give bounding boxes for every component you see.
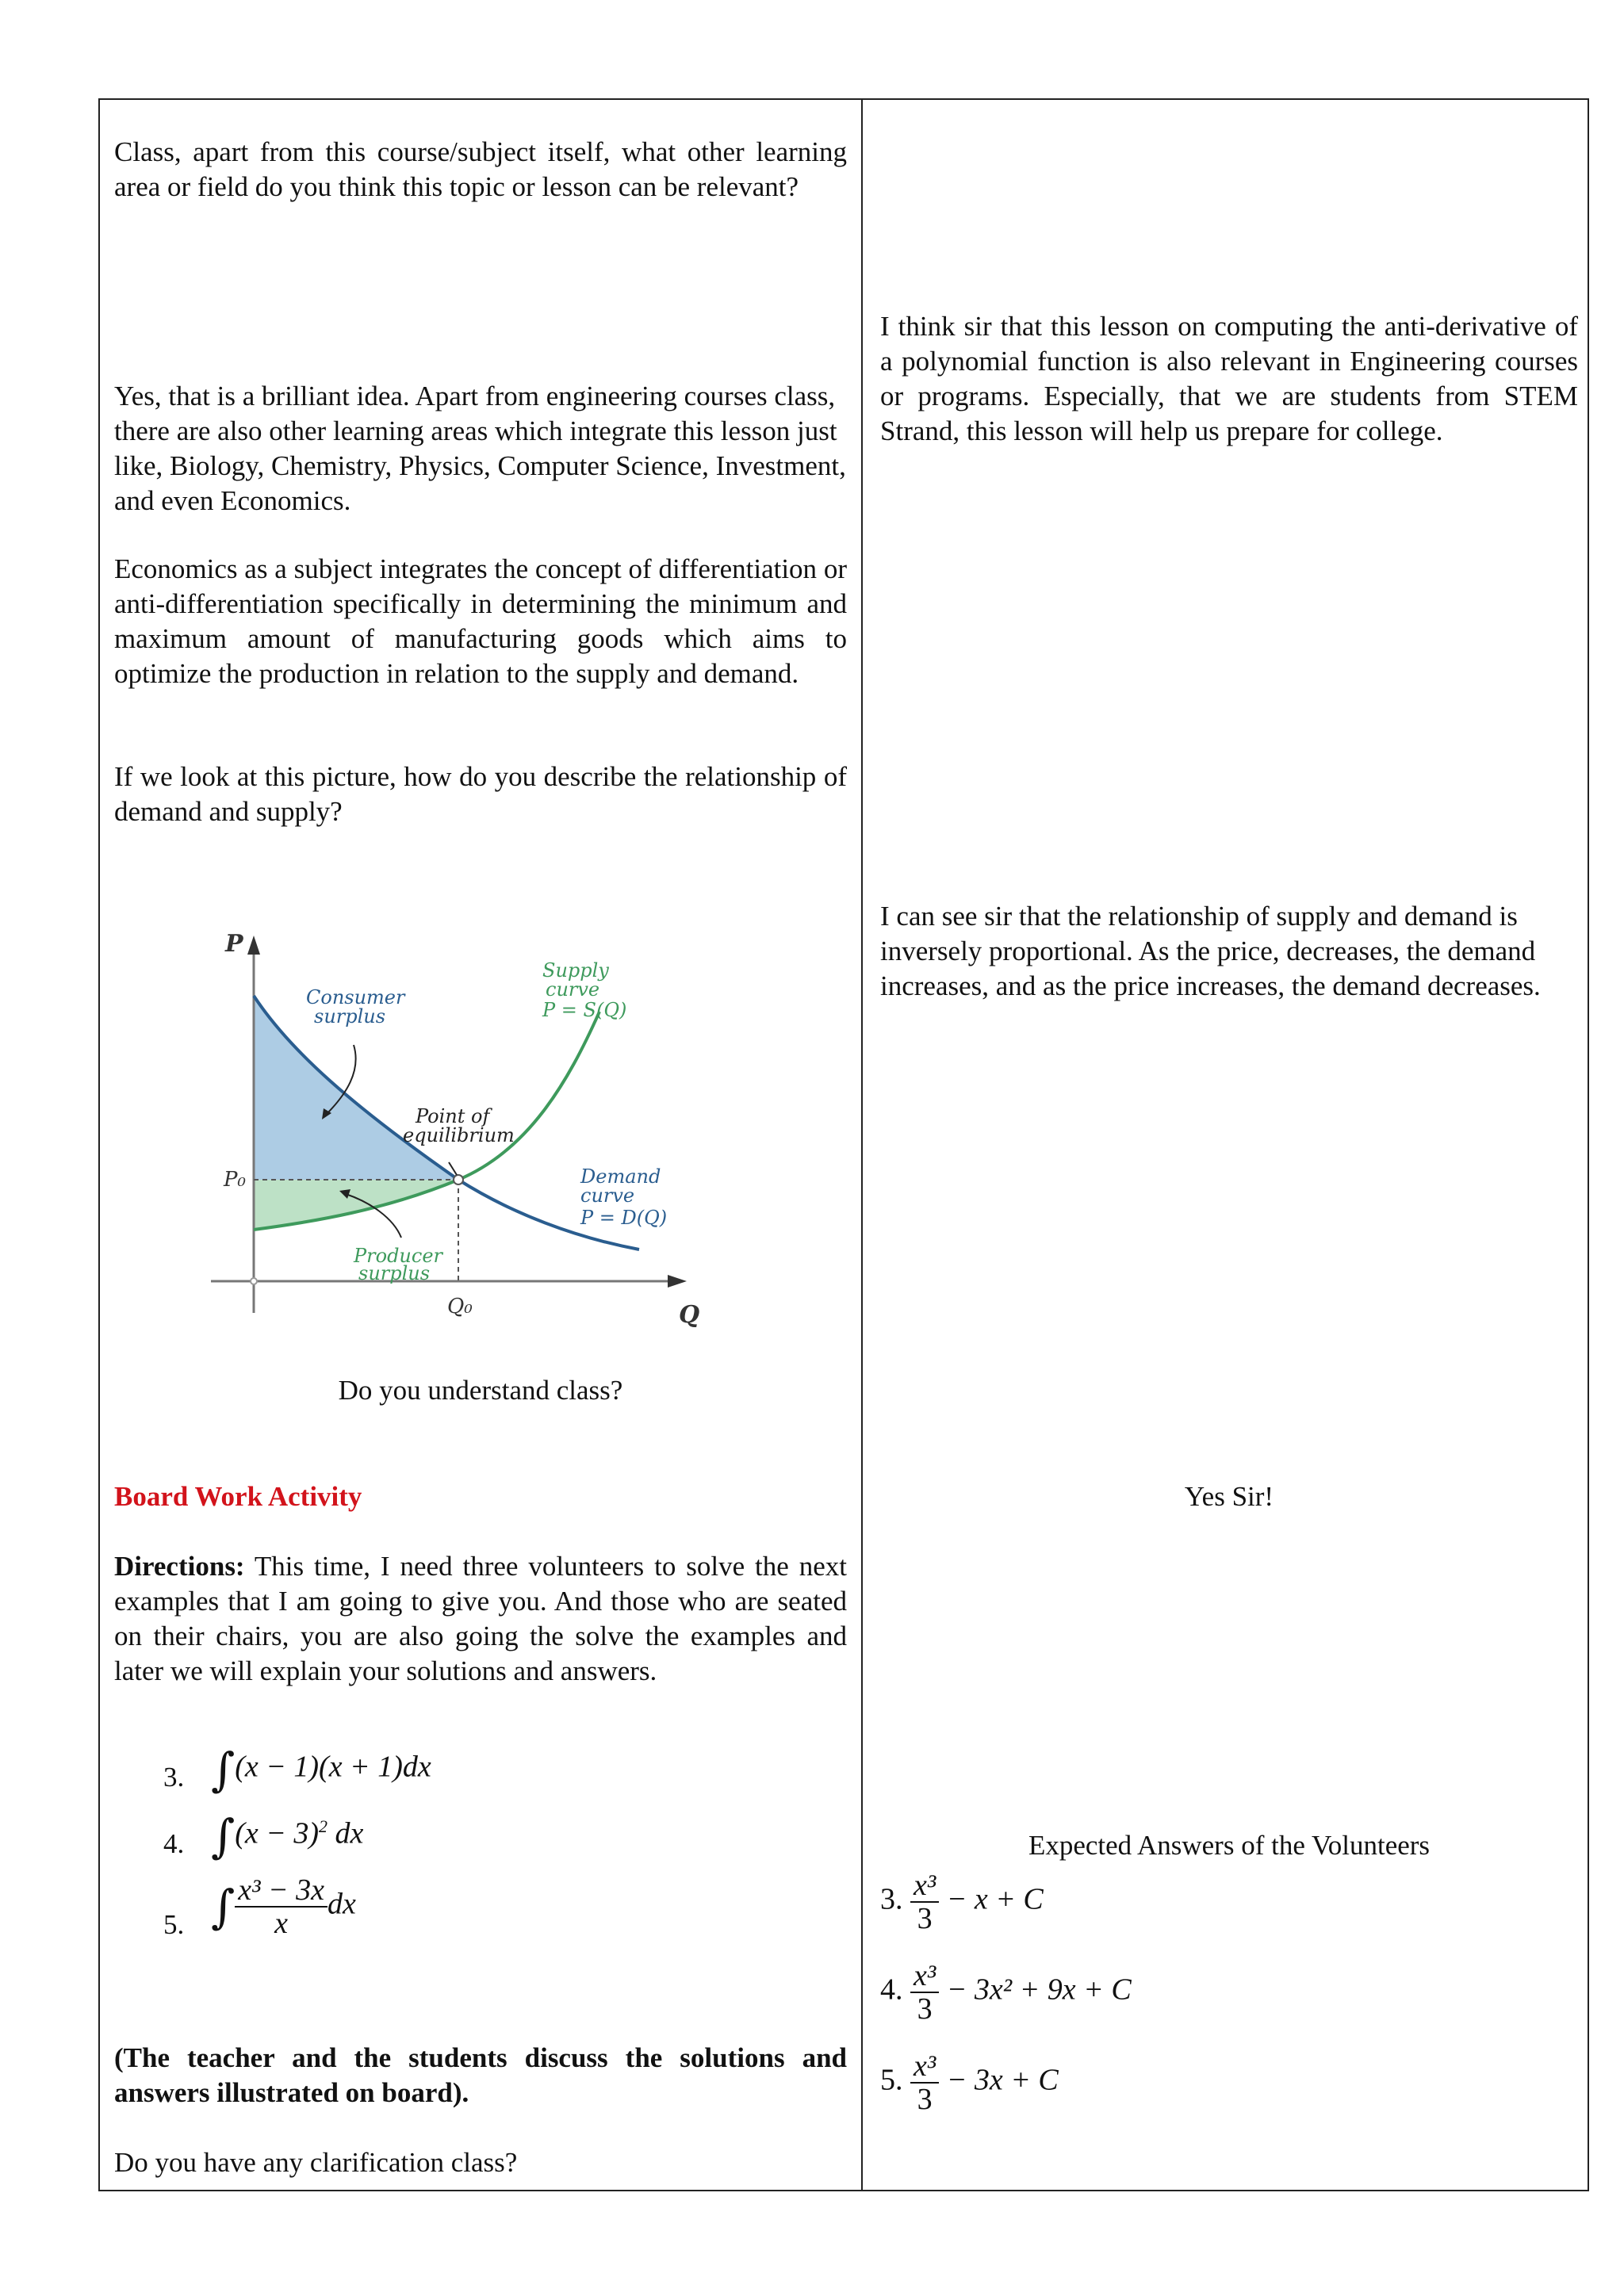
y-axis-arrow	[247, 936, 260, 955]
problem-4-power: 2	[319, 1816, 328, 1837]
demand-label-line1: Demand	[580, 1165, 661, 1188]
discussion-note: (The teacher and the students discuss the solutions and answers illustrated on board).	[114, 2042, 847, 2108]
answer-3-denominator: 3	[917, 1902, 933, 1935]
answer-4-fraction	[910, 1960, 939, 2025]
answer-4-denominator: 3	[917, 1992, 933, 2026]
lesson-table	[98, 98, 1589, 2191]
producer-label-line1: Producer	[354, 1245, 443, 1267]
answer-4-numerator: x³	[910, 1960, 939, 1993]
answer-5-denominator: 3	[917, 2083, 933, 2116]
equilibrium-label-line1: Point of	[416, 1105, 490, 1127]
question-clarification: Do you have any clarification class?	[114, 2147, 518, 2178]
expected-answers-title: Expected Answers of the Volunteers	[1028, 1830, 1431, 1861]
problem-4-base: (x − 3)	[235, 1816, 320, 1850]
integral-sign: ∫	[211, 1743, 236, 1797]
problem-5-fraction	[235, 1874, 327, 1939]
question-relevance: Class, apart from this course/subject itself, what other learning area or field do you think this topic or lesson can be relevant?	[114, 136, 847, 202]
demand-label-line2: curve	[580, 1184, 635, 1207]
problem-3-expression	[211, 1743, 431, 1797]
equilibrium-point	[454, 1175, 463, 1184]
producer-label-line2: surplus	[358, 1262, 431, 1284]
answer-relevance: I think sir that this lesson on computing the anti-derivative of a polynomial function is also relevant in Engineering courses or programs. Especially, that we are students from STEM Strand, this lesson will help us prepare for college.	[880, 311, 1578, 446]
q0-label: Q₀	[447, 1295, 473, 1318]
answer-3-fraction	[910, 1869, 939, 1934]
column-divider	[861, 100, 863, 2190]
directions-paragraph	[114, 1549, 847, 1689]
problem-4-tail: dx	[327, 1816, 364, 1850]
answer-5-fraction	[910, 2050, 939, 2115]
supply-label-line1: Supply	[542, 959, 609, 982]
answer-3-number: 3.	[880, 1882, 903, 1916]
problem-5-numerator: x³ − 3x	[235, 1874, 327, 1908]
paragraph-brilliant-idea: Yes, that is a brilliant idea. Apart from engineering courses class, there are also other learning areas which integrate this lesson just like, Biology, Chemistry, Physics, Computer Science, Investment, and even Economics.	[114, 381, 846, 516]
answer-4-number: 4.	[880, 1973, 903, 2007]
directions-text: This time, I need three volunteers to solve the next examples that I am going to give you. And those who are seated on their chairs, you are also going the solve the examples and later we will explain your solutions and answers.	[114, 1551, 847, 1686]
answer-relationship: I can see sir that the relationship of supply and demand is inversely proportional. As the price, decreases, the demand increases, and as the price increases, the demand decreases.	[880, 901, 1541, 1001]
directions-label: Directions:	[114, 1551, 245, 1582]
question-picture: If we look at this picture, how do you describe the relationship of demand and supply?	[114, 761, 847, 827]
integral-sign: ∫	[211, 1880, 236, 1934]
consumer-label-line1: Consumer	[306, 986, 405, 1008]
supply-label-line3: P = S(Q)	[542, 999, 627, 1021]
problem-5-number: 5.	[163, 1909, 185, 1940]
equilibrium-label-line2: equilibrium	[403, 1124, 515, 1146]
demand-label-line3: P = D(Q)	[580, 1207, 668, 1229]
p0-label: P₀	[224, 1168, 246, 1192]
supply-label-line2: curve	[546, 978, 600, 1001]
answer-4-rest: − 3x² + 9x + C	[946, 1973, 1132, 2007]
problem-3-number: 3.	[163, 1762, 185, 1793]
x-axis-arrow	[668, 1275, 687, 1288]
consumer-label-line2: surplus	[314, 1005, 386, 1027]
problem-4-expression	[211, 1809, 363, 1863]
problem-3-integrand: (x − 1)(x + 1)dx	[235, 1750, 431, 1784]
supply-demand-figure	[195, 924, 703, 1368]
question-understand: Do you understand class?	[338, 1375, 623, 1406]
answer-5-number: 5.	[880, 2063, 903, 2097]
answer-3-numerator: x³	[910, 1869, 939, 1903]
board-work-title: Board Work Activity	[114, 1481, 362, 1512]
answer-3	[880, 1869, 1044, 1934]
integral-sign: ∫	[211, 1809, 236, 1863]
answer-5	[880, 2050, 1059, 2115]
axis-p-label: P	[225, 930, 243, 958]
answer-5-numerator: x³	[910, 2050, 939, 2084]
producer-surplus-area	[254, 1180, 458, 1230]
problem-5-denominator: x	[274, 1907, 289, 1940]
axis-q-label: Q	[679, 1301, 700, 1329]
problem-5-expression	[211, 1874, 356, 1939]
problem-5-tail: dx	[327, 1887, 356, 1921]
paragraph-economics: Economics as a subject integrates the concept of differentiation or anti-differentiation specifically in determining the minimum and maximum amount of manufacturing goods which aims to optimize the production in relation to the supply and demand.	[114, 553, 847, 689]
answer-yes-sir: Yes Sir!	[1184, 1481, 1274, 1512]
answer-5-rest: − 3x + C	[946, 2063, 1059, 2097]
origin-mark	[251, 1278, 257, 1284]
answer-4	[880, 1960, 1132, 2025]
answer-3-rest: − x + C	[946, 1882, 1044, 1916]
problem-4-number: 4.	[163, 1828, 185, 1859]
